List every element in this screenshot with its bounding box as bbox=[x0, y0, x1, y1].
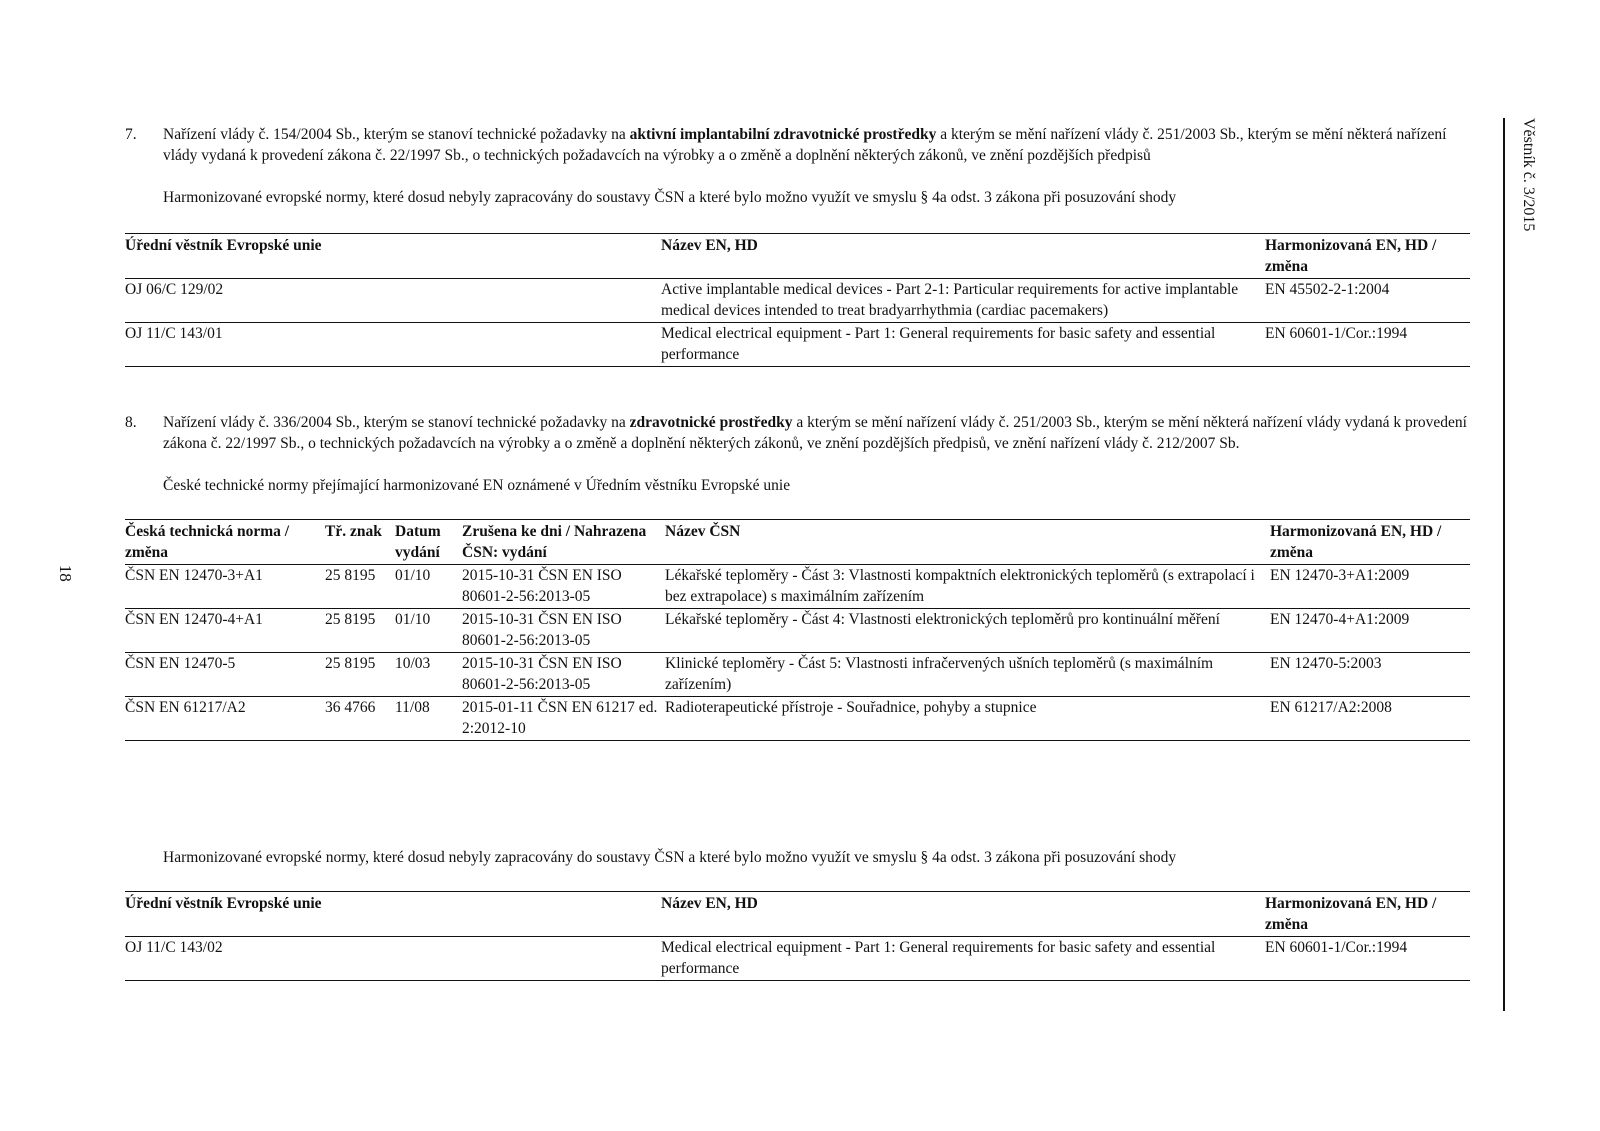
cell-csn-title: Lékařské teploměry - Část 4: Vlastnosti elektronických teploměrů pro kontinuální měření bbox=[665, 609, 1270, 653]
table-header-row bbox=[125, 892, 1470, 937]
col-header-journal: Úřední věstník Evropské unie bbox=[125, 892, 661, 937]
section-8-oj-table bbox=[125, 891, 1470, 981]
cell-date: 01/10 bbox=[395, 565, 462, 609]
cell-csn: ČSN EN 61217/A2 bbox=[125, 697, 325, 741]
cell-withdrawn: 2015-10-31 ČSN EN ISO 80601-2-56:2013-05 bbox=[462, 609, 665, 653]
table-header-row bbox=[125, 520, 1470, 565]
section-8-heading bbox=[125, 413, 1470, 454]
cell-harmonized: EN 12470-3+A1:2009 bbox=[1270, 565, 1470, 609]
col-header-title: Název EN, HD bbox=[661, 234, 1265, 279]
section-8-text: Nařízení vlády č. 336/2004 Sb., kterým se stanoví technické požadavky na zdravotnické prostředky a kterým se mění nařízení vlády č. 251/2003 Sb., kterým se mění některá nařízení vlády vydaná k provedení zákona č. 22/1997 Sb., o technických požadavcích na výrobky a o změně a doplnění některých zákonů, ve znění pozdějších předpisů, ve znění nařízení vlády č. 212/2007 Sb. bbox=[163, 414, 1467, 452]
cell-harmonized: EN 45502-2-1:2004 bbox=[1265, 279, 1470, 323]
cell-journal: OJ 11/C 143/01 bbox=[125, 323, 661, 367]
cell-title: Medical electrical equipment - Part 1: General requirements for basic safety and essential performance bbox=[661, 323, 1265, 367]
table-header-row bbox=[125, 234, 1470, 279]
table-row bbox=[125, 279, 1470, 323]
right-margin-rule bbox=[1503, 118, 1505, 1011]
cell-harmonized: EN 12470-5:2003 bbox=[1270, 653, 1470, 697]
cell-date: 11/08 bbox=[395, 697, 462, 741]
cell-csn: ČSN EN 12470-5 bbox=[125, 653, 325, 697]
section-7-number: 7. bbox=[125, 126, 137, 143]
section-7-table bbox=[125, 233, 1470, 367]
section-7-subject: aktivní implantabilní zdravotnické prostředky bbox=[629, 126, 937, 143]
cell-csn-title: Radioterapeutické přístroje - Souřadnice, pohyby a stupnice bbox=[665, 697, 1270, 741]
col-header-harmonized: Harmonizovaná EN, HD / změna bbox=[1265, 234, 1470, 279]
cell-csn: ČSN EN 12470-3+A1 bbox=[125, 565, 325, 609]
col-header-harmonized: Harmonizovaná EN, HD / změna bbox=[1265, 892, 1470, 937]
section-8-subject: zdravotnické prostředky bbox=[629, 414, 793, 431]
table-row bbox=[125, 609, 1470, 653]
cell-withdrawn: 2015-10-31 ČSN EN ISO 80601-2-56:2013-05 bbox=[462, 565, 665, 609]
bulletin-title: Věstník č. 3/2015 bbox=[1520, 118, 1537, 232]
col-header-csn-title: Název ČSN bbox=[665, 520, 1270, 565]
col-header-title: Název EN, HD bbox=[661, 892, 1265, 937]
col-header-withdrawn: Zrušena ke dni / Nahrazena ČSN: vydání bbox=[462, 520, 665, 565]
cell-journal: OJ 11/C 143/02 bbox=[125, 937, 661, 981]
cell-csn-title: Lékařské teploměry - Část 3: Vlastnosti kompaktních elektronických teploměrů (s extrapolací i bez extrapolace) s maximálním zařízením bbox=[665, 565, 1270, 609]
cell-class: 36 4766 bbox=[325, 697, 395, 741]
col-header-csn: Česká technická norma / změna bbox=[125, 520, 325, 565]
section-7-heading bbox=[125, 125, 1470, 166]
cell-title: Medical electrical equipment - Part 1: General requirements for basic safety and essential performance bbox=[661, 937, 1265, 981]
section-7-text: Nařízení vlády č. 154/2004 Sb., kterým se stanoví technické požadavky na aktivní implantabilní zdravotnické prostředky a kterým se mění nařízení vlády č. 251/2003 Sb., kterým se mění některá nařízení vlády vydaná k provedení zákona č. 22/1997 Sb., o technických požadavcích na výrobky a o změně a doplnění některých zákonů, ve znění pozdějších předpisů bbox=[163, 126, 1447, 164]
col-header-harmonized: Harmonizovaná EN, HD / změna bbox=[1270, 520, 1470, 565]
cell-csn: ČSN EN 12470-4+A1 bbox=[125, 609, 325, 653]
cell-class: 25 8195 bbox=[325, 653, 395, 697]
table-row bbox=[125, 323, 1470, 367]
col-header-date: Datum vydání bbox=[395, 520, 462, 565]
table-row bbox=[125, 937, 1470, 981]
section-8-number: 8. bbox=[125, 414, 137, 431]
cell-withdrawn: 2015-01-11 ČSN EN 61217 ed. 2:2012-10 bbox=[462, 697, 665, 741]
cell-harmonized: EN 60601-1/Cor.:1994 bbox=[1265, 937, 1470, 981]
cell-date: 01/10 bbox=[395, 609, 462, 653]
section-7-subheading: Harmonizované evropské normy, které dosud nebyly zapracovány do soustavy ČSN a které bylo možno využít ve smyslu § 4a odst. 3 zákona při posuzování shody bbox=[163, 189, 1177, 206]
cell-date: 10/03 bbox=[395, 653, 462, 697]
cell-class: 25 8195 bbox=[325, 609, 395, 653]
section-8-subheading-1: České technické normy přejímající harmonizované EN oznámené v Úředním věstníku Evropské unie bbox=[163, 477, 791, 494]
cell-withdrawn: 2015-10-31 ČSN EN ISO 80601-2-56:2013-05 bbox=[462, 653, 665, 697]
cell-journal: OJ 06/C 129/02 bbox=[125, 279, 661, 323]
cell-harmonized: EN 60601-1/Cor.:1994 bbox=[1265, 323, 1470, 367]
cell-harmonized: EN 61217/A2:2008 bbox=[1270, 697, 1470, 741]
cell-title: Active implantable medical devices - Part 2-1: Particular requirements for active implantable medical devices intended to treat bradyarrhythmia (cardiac pacemakers) bbox=[661, 279, 1265, 323]
col-header-class: Tř. znak bbox=[325, 520, 395, 565]
cell-harmonized: EN 12470-4+A1:2009 bbox=[1270, 609, 1470, 653]
col-header-journal: Úřední věstník Evropské unie bbox=[125, 234, 661, 279]
page-number: 18 bbox=[55, 564, 75, 582]
table-row bbox=[125, 653, 1470, 697]
table-row bbox=[125, 565, 1470, 609]
cell-class: 25 8195 bbox=[325, 565, 395, 609]
table-row bbox=[125, 697, 1470, 741]
section-8-csn-table bbox=[125, 519, 1470, 741]
section-8-subheading-2: Harmonizované evropské normy, které dosud nebyly zapracovány do soustavy ČSN a které bylo možno využít ve smyslu § 4a odst. 3 zákona při posuzování shody bbox=[163, 849, 1177, 866]
cell-csn-title: Klinické teploměry - Část 5: Vlastnosti infračervených ušních teploměrů (s maximálním zařízením) bbox=[665, 653, 1270, 697]
